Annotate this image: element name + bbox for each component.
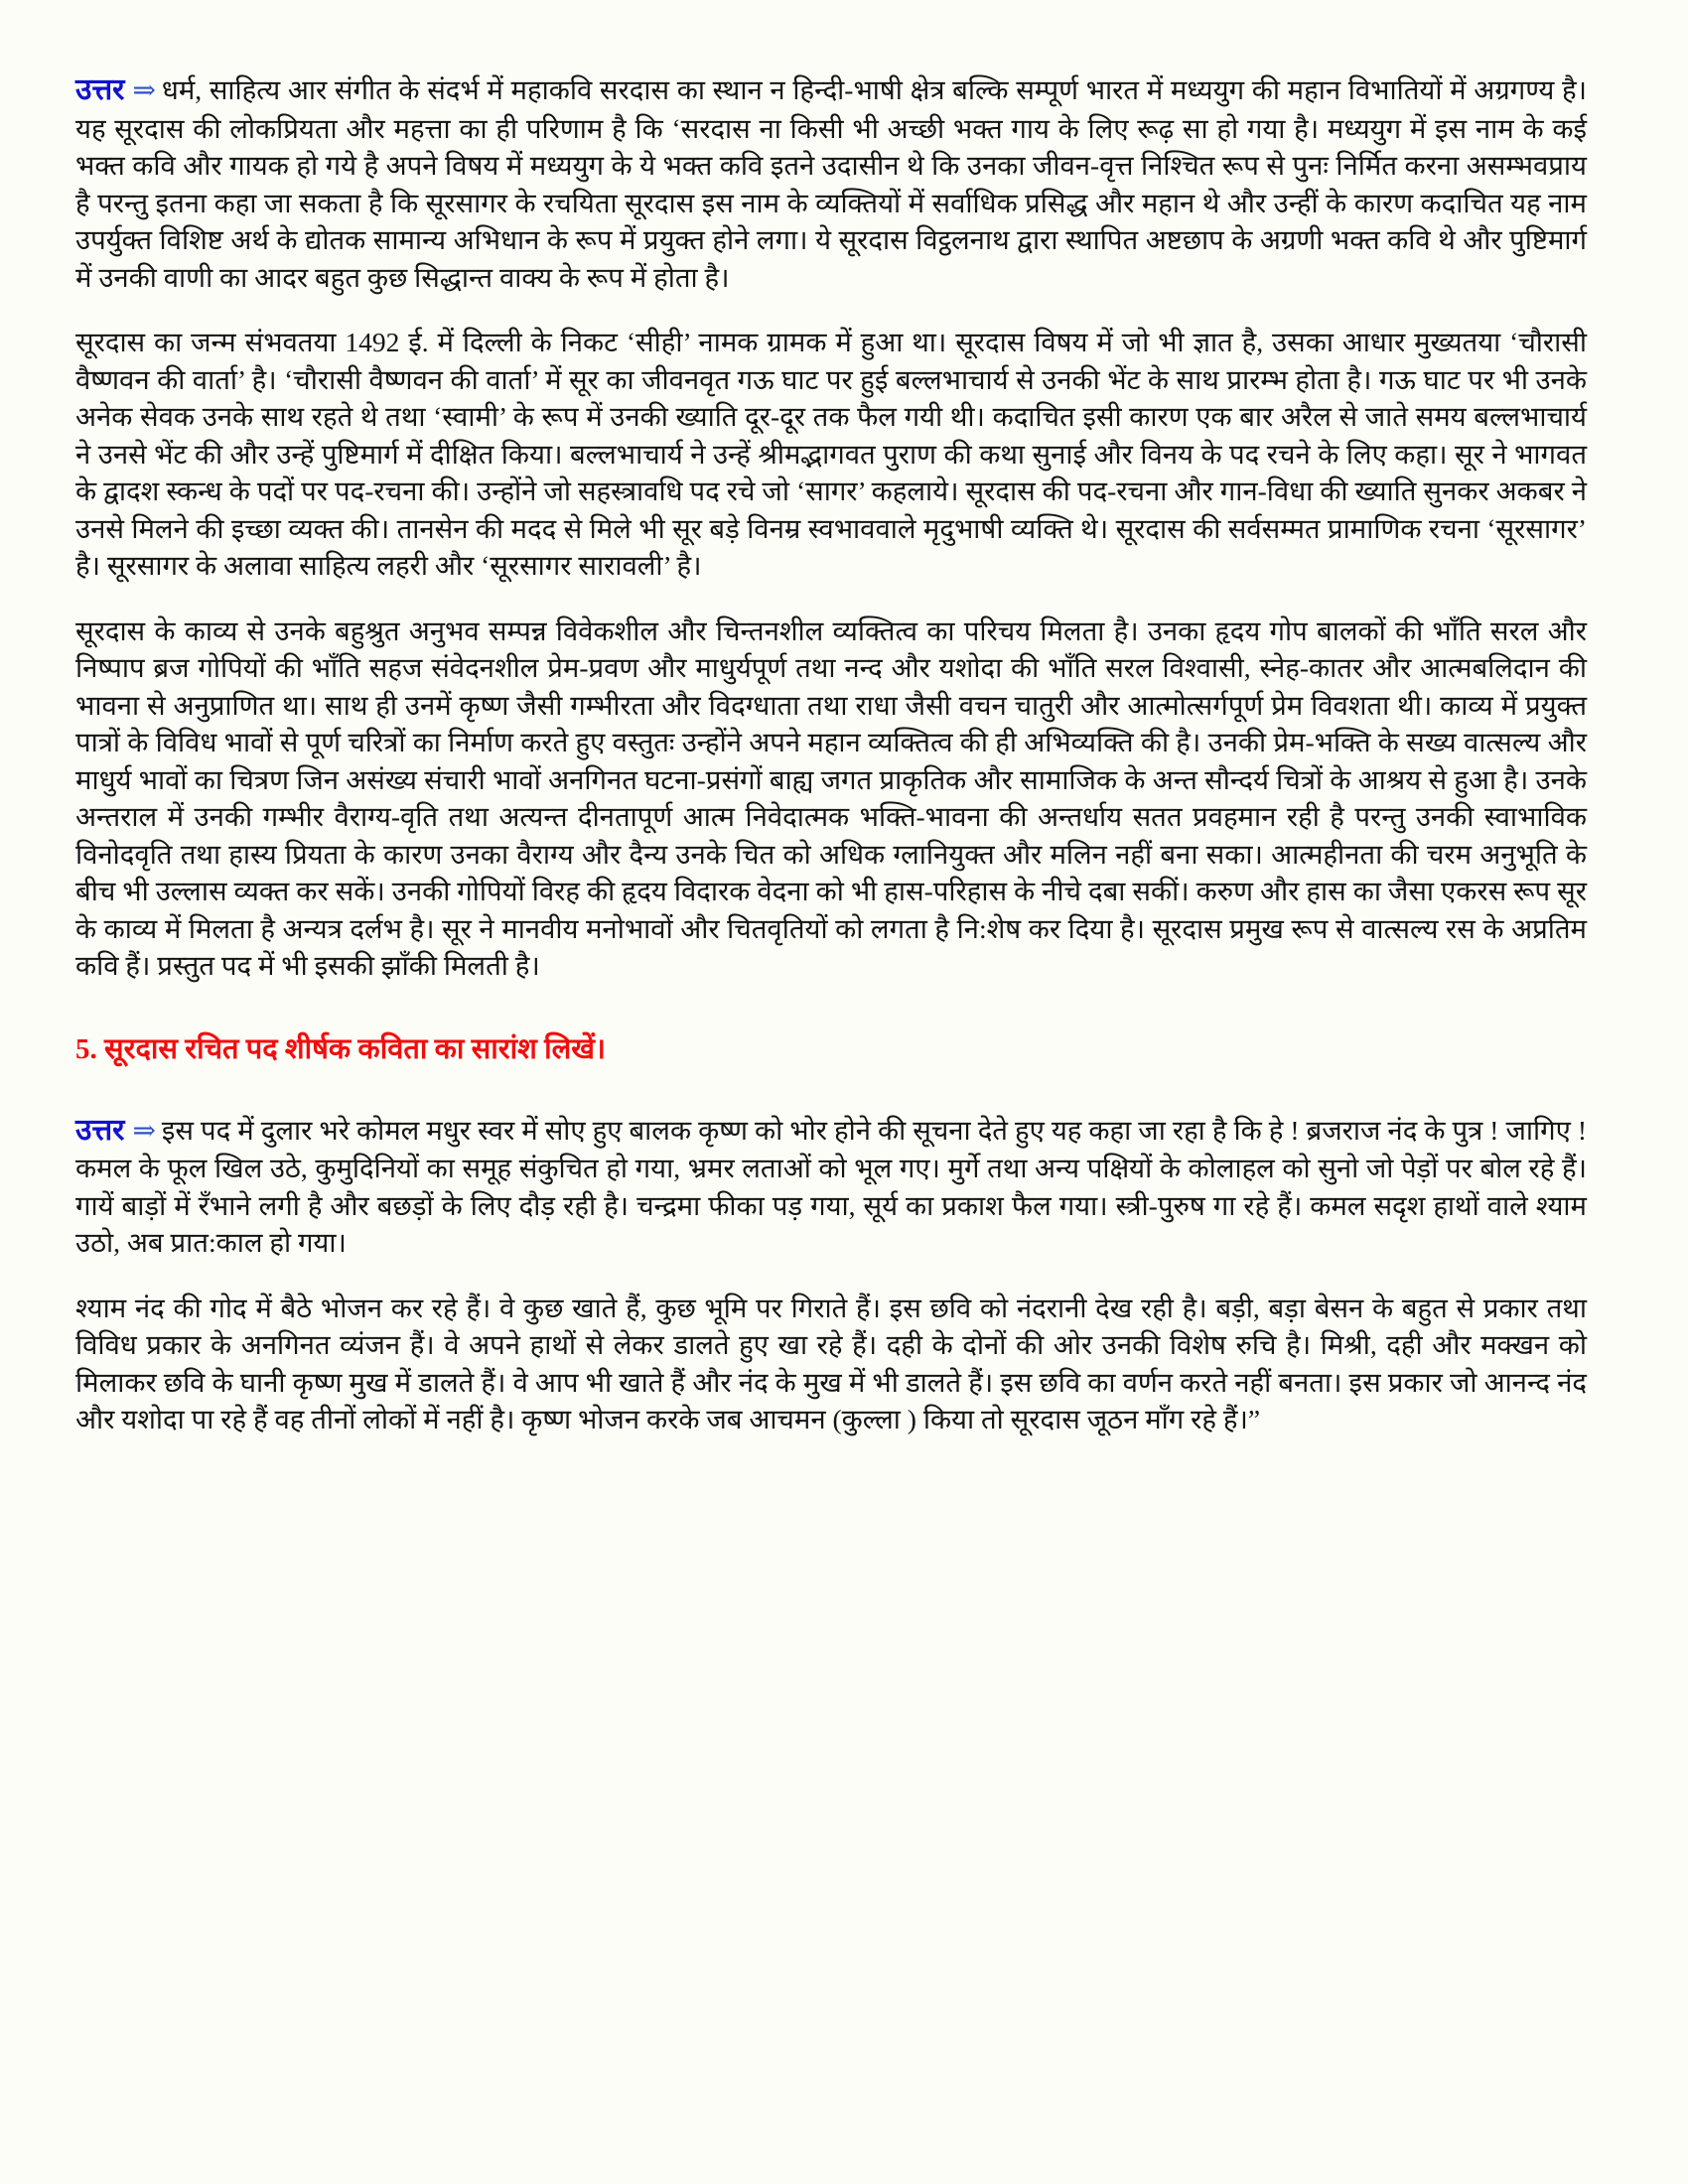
body-paragraph-summary: श्याम नंद की गोद में बैठे भोजन कर रहे हैं। वे कुछ खाते हैं, कुछ भूमि पर गिराते हैं। इस छवि को नंदरानी देख रही है। बड़ी, बड़ा बेसन के बहुत से प्रकार तथा विविध प्रकार के अनगिनत व्यंजन हैं। वे अपने हाथों से लेकर डालते हुए खा रहे हैं। दही के दोनों की ओर उनकी विशेष रुचि है। मिश्री, दही और मक्खन को मिलाकर छवि के घानी कृष्ण मुख में डालते हैं। वे आप भी खाते हैं और नंद के मुख में भी डालते हैं। इस छवि का वर्णन करते नहीं बनता। इस प्रकार जो आनन्द नंद और यशोदा पा रहे हैं वह तीनों लोकों में नहीं है। कृष्ण भोजन करके जब आचमन (कुल्ला ) किया तो सूरदास जूठन माँग रहे हैं।” [75, 1292, 1587, 1434]
answer-paragraph-1 [75, 71, 1587, 296]
body-paragraph-birth: सूरदास का जन्म संभवतया 1492 ई. में दिल्ली के निकट ‘सीही’ नामक ग्रामक में हुआ था। सूरदास विषय में जो भी ज्ञात है, उसका आधार मुख्यतया ‘चौरासी वैष्णवन की वार्ता’ है। ‘चौरासी वैष्णवन की वार्ता’ में सूर का जीवनवृत गऊ घाट पर हुई बल्लभाचार्य से उनकी भेंट के साथ प्रारम्भ होता है। गऊ घाट पर भी उनके अनेक सेवक उनके साथ रहते थे तथा ‘स्वामी’ के रूप में उनकी ख्याति दूर-दूर तक फैल गयी थी। कदाचित इसी कारण एक बार अरैल से जाते समय बल्लभाचार्य ने उनसे भेंट की और उन्हें पुष्टिमार्ग में दीक्षित किया। बल्लभाचार्य ने उन्हें श्रीमद्भागवत पुराण की कथा सुनाई और विनय के पद रचने के लिए कहा। सूर ने भागवत के द्वादश स्कन्ध के पदों पर पद-रचना की। उन्होंने जो सहस्त्रावधि पद रचे जो ‘सागर’ कहलाये। सूरदास की पद-रचना और गान-विधा की ख्याति सुनकर अकबर ने उनसे मिलने की इच्छा व्यक्त की। तानसेन की मदद से मिले भी सूर बड़े विनम्र स्वभाववाले मृदुभाषी व्यक्ति थे। सूरदास की सर्वसम्मत प्रामाणिक रचना ‘सूरसागर’ है। सूरसागर के अलावा साहित्य लहरी और ‘सूरसागर सारावली’ है। [75, 327, 1587, 581]
answer-label: उत्तर [75, 73, 125, 106]
double-arrow-icon: ⇒ [132, 75, 156, 106]
double-arrow-icon: ⇒ [132, 1115, 156, 1147]
body-paragraph-poetry: सूरदास के काव्य से उनके बहुश्रुत अनुभव सम्पन्न विवेकशील और चिन्तनशील व्यक्तित्व का परिचय मिलता है। उनका हृदय गोप बालकों की भाँति सरल और निष्पाप ब्रज गोपियों की भाँति सहज संवेदनशील प्रेम-प्रवण और माधुर्यपूर्ण तथा नन्द और यशोदा की भाँति सरल विश्वासी, स्नेह-कातर और आत्मबलिदान की भावना से अनुप्राणित था। साथ ही उनमें कृष्ण जैसी गम्भीरता और विदग्धाता तथा राधा जैसी वचन चातुरी और आत्मोत्सर्गपूर्ण प्रेम विवशता थी। काव्य में प्रयुक्त पात्रों के विविध भावों से पूर्ण चरित्रों का निर्माण करते हुए वस्तुतः उन्होंने अपने महान व्यक्तित्व की ही अभिव्यक्ति की है। उनकी प्रेम-भक्ति के सख्य वात्सल्य और माधुर्य भावों का चित्रण जिन असंख्य संचारी भावों अनगिनत घटना-प्रसंगों बाह्य जगत प्राकृतिक और सामाजिक के अन्त सौन्दर्य चित्रों के आश्रय से हुआ है। उनके अन्तराल में उनकी गम्भीर वैराग्य-वृति तथा अत्यन्त दीनतापूर्ण आत्म निवेदात्मक भक्ति-भावना की अन्तर्धाय सतत प्रवहमान रही है परन्तु उनकी स्वाभाविक विनोदवृति तथा हास्य प्रियता के कारण उनका वैराग्य और दैन्य उनके चित को अधिक ग्लानियुक्त और मलिन नहीं बना सका। आत्महीनता की चरम अनुभूति के बीच भी उल्लास व्यक्त कर सकें। उनकी गोपियों विरह की हृदय विदारक वेदना को भी हास-परिहास के नीचे दबा सकीं। करुण और हास का जैसा एकरस रूप सूर के काव्य में मिलता है अन्यत्र दर्लभ है। सूर ने मानवीय मनोभावों और चितवृतियों को लगता है नि:शेष कर दिया है। सूरदास प्रमुख रूप से वात्सल्य रस के अप्रतिम कवि हैं। प्रस्तुत पद में भी इसकी झाँकी मिलती है। [75, 614, 1587, 981]
answer-2-text: इस पद में दुलार भरे कोमल मधुर स्वर में सोए हुए बालक कृष्ण को भोर होने की सूचना देते हुए यह कहा जा रहा है कि हे ! ब्रजराज नंद के पुत्र ! जागिए ! कमल के फूल खिल उठे, कुमुदिनियों का समूह संकुचित हो गया, भ्रमर लताओं को भूल गए। मुर्गे तथा अन्य पक्षियों के कोलाहल को सुनो जो पेड़ों पर बोल रहे हैं। गायें बाड़ों में रँभाने लगी है और बछड़ों के लिए दौड़ रही है। चन्द्रमा फीका पड़ गया, सूर्य का प्रकाश फैल गया। स्त्री-पुरुष गा रहे हैं। कमल सदृश हाथों वाले श्याम उठो, अब प्रात:काल हो गया। [75, 1114, 1587, 1258]
answer-paragraph-2 [75, 1112, 1587, 1262]
answer-1-text: धर्म, साहित्य आर संगीत के संदर्भ में महाकवि सरदास का स्थान न हिन्दी-भाषी क्षेत्र बल्कि सम्पूर्ण भारत में मध्ययुग की महान विभातियों में अग्रगण्य है। यह सूरदास की लोकप्रियता और महत्ता का ही परिणाम है कि ‘सरदास ना किसी भी अच्छी भक्त गाय के लिए रूढ़ सा हो गया है। मध्ययुग में इस नाम के कई भक्त कवि और गायक हो गये है अपने विषय में मध्ययुग के ये भक्त कवि इतने उदासीन थे कि उनका जीवन-वृत्त निश्चित रूप से पुनः निर्मित करना असम्भवप्राय है परन्तु इतना कहा जा सकता है कि सूरसागर के रचयिता सूरदास इस नाम के व्यक्तियों में सर्वाधिक प्रसिद्ध और महान थे और उन्हीं के कारण कदाचित यह नाम उपर्युक्त विशिष्ट अर्थ के द्योतक सामान्य अभिधान के रूप में प्रयुक्त होने लगा। ये सूरदास विट्ठलनाथ द्वारा स्थापित अष्टछाप के अग्रणी भक्त कवि थे और पुष्टिमार्ग में उनकी वाणी का आदर बहुत कुछ सिद्धान्त वाक्य के रूप में होता है। [75, 74, 1587, 293]
question-heading: 5. सूरदास रचित पद शीर्षक कविता का सारांश लिखें। [75, 1032, 607, 1065]
answer-label: उत्तर [75, 1113, 125, 1147]
